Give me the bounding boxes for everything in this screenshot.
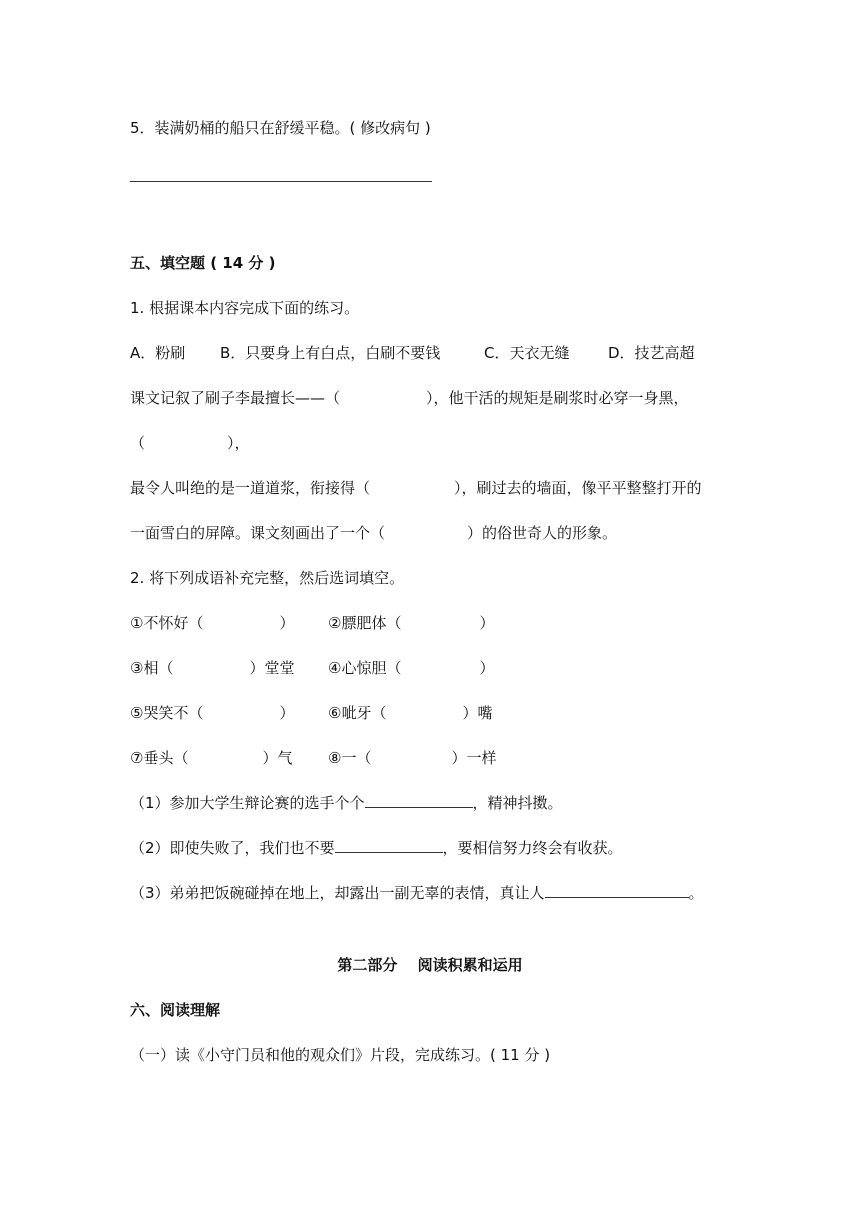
idiom-8: ⑧一（ ）一样 — [328, 749, 497, 767]
answer-line-q5[interactable] — [130, 181, 432, 182]
idiom-1: ①不怀好（ ） — [130, 614, 295, 632]
idiom-row-1 — [130, 613, 494, 633]
sec5-q2-prompt: 2. 将下列成语补充完整，然后选词填空。 — [130, 569, 405, 587]
idiom-5: ⑤哭笑不（ ） — [130, 704, 295, 722]
sec5-q1-line1: 课文记叙了刷子李最擅长——（ ），他干活的规矩是刷浆时必穿一身黑， — [130, 389, 689, 407]
reading-1-heading: （一）读《小守门员和他的观众们》片段，完成练习。( 11 分 ) — [130, 1046, 551, 1064]
fill-sentence-1: （1）参加大学生辩论赛的选手个个 ，精神抖擞。 — [130, 794, 563, 812]
idiom-4: ④心惊胆（ ） — [328, 659, 495, 677]
sec5-q1-line4: 一面雪白的屏障。课文刻画出了一个（ ）的俗世奇人的形象。 — [130, 524, 618, 542]
fill-blank-3[interactable] — [545, 883, 689, 898]
idiom-6: ⑥呲牙（ ）嘴 — [328, 704, 493, 722]
sec5-q1-options — [130, 343, 695, 363]
part2-title: 第二部分 阅读积累和运用 — [337, 956, 523, 974]
fill-blank-2[interactable] — [335, 838, 443, 853]
sec5-q1-line3: 最令人叫绝的是一道道浆，衔接得（ ），刷过去的墙面，像平平整整打开的 — [130, 479, 702, 497]
sec5-q1-line2: （ ）， — [130, 434, 250, 452]
section6-title: 六、阅读理解 — [130, 1001, 221, 1019]
idiom-2: ②膘肥体（ ） — [328, 614, 495, 632]
idiom-7: ⑦垂头（ ）气 — [130, 749, 293, 767]
idiom-3: ③相（ ）堂堂 — [130, 659, 295, 677]
option-d: D．技艺高超 — [608, 344, 695, 362]
section5-title: 五、填空题 ( 14 分 ) — [130, 254, 276, 272]
option-c: C．天衣无缝 — [484, 344, 570, 362]
fill-sentence-3: （3）弟弟把饭碗碰掉在地上，却露出一副无辜的表情，真让人 。 — [130, 884, 704, 902]
idiom-row-4 — [130, 748, 496, 768]
question-5: 5．装满奶桶的船只在舒缓平稳。( 修改病句 ) — [130, 119, 431, 137]
sec5-q1-prompt: 1. 根据课本内容完成下面的练习。 — [130, 299, 360, 317]
fill-blank-1[interactable] — [365, 793, 473, 808]
option-b: B．只要身上有白点，白刷不要钱 — [220, 344, 441, 362]
idiom-row-3 — [130, 703, 492, 723]
fill-sentence-2: （2）即使失败了，我们也不要 ，要相信努力终会有收获。 — [130, 839, 623, 857]
idiom-row-2 — [130, 658, 494, 678]
option-a: A．粉刷 — [130, 344, 186, 362]
